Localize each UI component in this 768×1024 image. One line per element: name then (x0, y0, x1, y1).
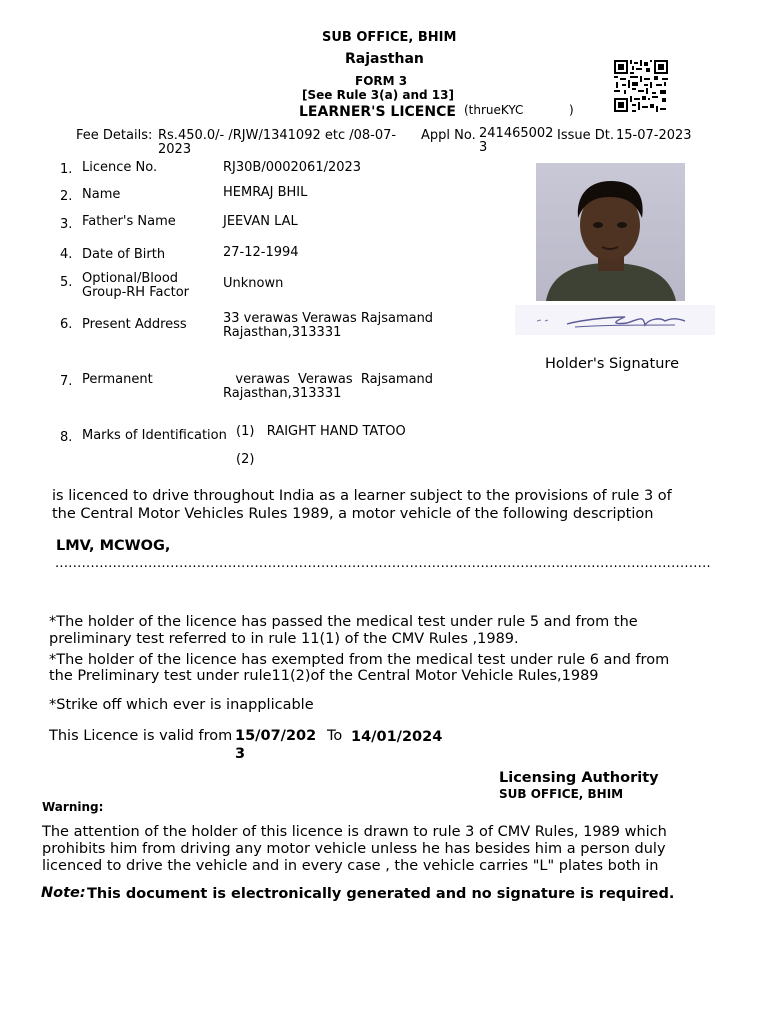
father-name-label: Father's Name (82, 214, 176, 229)
form-number: FORM 3 (355, 74, 408, 88)
state-heading: Rajasthan (345, 51, 424, 67)
field-number: 5. (60, 275, 73, 290)
note-text: This document is electronically generated and no signature is required. (87, 886, 675, 902)
permanent-address-label: Permanent (82, 372, 153, 387)
field-number: 6. (60, 317, 73, 332)
blood-group-value: Unknown (223, 276, 284, 291)
valid-from-date-cont: 3 (235, 746, 246, 762)
medical-test-exempted: *The holder of the licence has exempted from the medical test under rule 6 and from (49, 652, 670, 668)
appl-number: 241465002 (479, 126, 554, 141)
medical-test-passed-cont: preliminary test referred to in rule 11(1) of the CMV Rules ,1989. (49, 631, 519, 647)
blood-group-label: Optional/Blood (82, 271, 179, 286)
appl-number-cont: 3 (479, 140, 488, 155)
field-number: 1. (60, 162, 73, 177)
father-name-value: JEEVAN LAL (223, 214, 298, 229)
present-address-value: 33 verawas Verawas Rajsamand (223, 311, 434, 326)
warning-label: Warning: (42, 800, 104, 814)
licensing-authority-title: Licensing Authority (499, 770, 659, 786)
holder-photo (536, 163, 685, 301)
present-address-value-cont: Rajasthan,313331 (223, 325, 342, 340)
holder-signature-image (515, 305, 715, 335)
licence-scope-text-cont: the Central Motor Vehicles Rules 1989, a motor vehicle of the following description (52, 506, 654, 522)
issue-label: Issue Dt. (557, 128, 614, 143)
permanent-address-value-cont: Rajasthan,313331 (223, 386, 342, 401)
valid-to-date: 14/01/2024 (351, 729, 443, 745)
warning-text-cont-1: prohibits him from driving any motor vehicle unless he has besides him a person duly (42, 841, 666, 857)
present-address-label: Present Address (82, 317, 187, 332)
dob-value: 27-12-1994 (223, 245, 299, 260)
document-title: LEARNER'S LICENCE (299, 104, 456, 120)
identification-marks-label: Marks of Identification (82, 428, 227, 443)
kyc-note: (thrueKYC (464, 103, 524, 117)
medical-test-exempted-cont: the Preliminary test under rule11(2)of the Central Motor Vehicle Rules,1989 (49, 668, 599, 684)
licence-no-label: Licence No. (82, 160, 158, 175)
fee-label: Fee Details: (76, 128, 153, 143)
vehicle-classes: LMV, MCWOG, (56, 538, 171, 554)
office-heading: SUB OFFICE, BHIM (322, 30, 457, 45)
name-label: Name (82, 187, 121, 202)
warning-text: The attention of the holder of this licence is drawn to rule 3 of CMV Rules, 1989 which (42, 824, 667, 840)
issue-date: 15-07-2023 (616, 128, 692, 143)
medical-test-passed: *The holder of the licence has passed the medical test under rule 5 and from the (49, 614, 638, 630)
name-value: HEMRAJ BHIL (223, 185, 308, 200)
field-number: 2. (60, 189, 73, 204)
holder-signature-label: Holder's Signature (545, 356, 679, 372)
kyc-close: ) (569, 103, 574, 117)
licence-scope-text: is licenced to drive throughout India as a learner subject to the provisions of rule 3 of (52, 488, 672, 504)
validity-label: This Licence is valid from (49, 728, 233, 744)
strike-off-note: *Strike off which ever is inapplicable (49, 697, 314, 713)
dob-label: Date of Birth (82, 247, 166, 262)
dotted-line: .................................................................................................................................................... (55, 556, 711, 571)
fee-value-date: 2023 (158, 142, 192, 157)
rule-reference: [See Rule 3(a) and 13] (302, 88, 454, 102)
field-number: 8. (60, 430, 73, 445)
validity-to-label: To (327, 728, 343, 744)
identification-mark-1: (1) RAIGHT HAND TATOO (236, 424, 406, 439)
permanent-address-value: verawas Verawas Rajsamand (223, 372, 434, 387)
note-label: Note: (41, 885, 86, 901)
blood-group-label-cont: Group-RH Factor (82, 285, 190, 300)
field-number: 7. (60, 374, 73, 389)
licensing-authority-office: SUB OFFICE, BHIM (499, 787, 624, 801)
field-number: 3. (60, 217, 73, 232)
warning-text-cont-2: licenced to drive the vehicle and in every case , the vehicle carries "L" plates both in (42, 858, 659, 874)
licence-no-value: RJ30B/0002061/2023 (223, 160, 362, 175)
appl-label: Appl No. (421, 128, 476, 143)
fee-value: Rs.450.0/- /RJW/1341092 etc /08-07- (158, 128, 397, 143)
field-number: 4. (60, 247, 73, 262)
identification-mark-2: (2) (236, 452, 255, 467)
qr-code-icon (614, 60, 668, 112)
valid-from-date: 15/07/202 (235, 728, 317, 744)
